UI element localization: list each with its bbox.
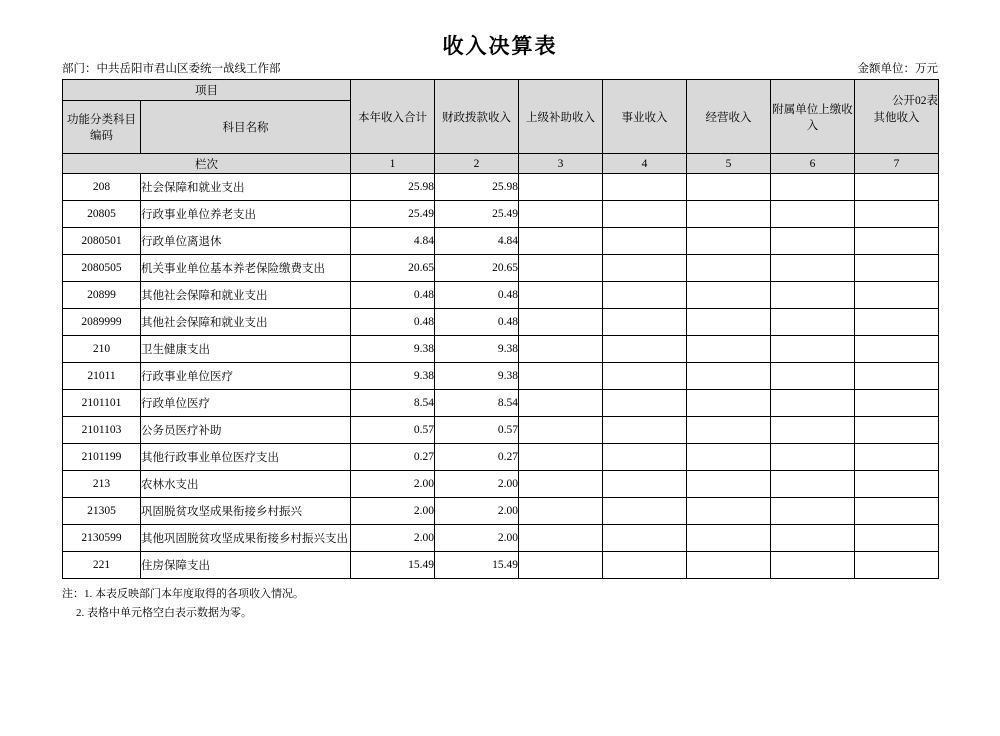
cell-affiliated [771, 336, 855, 363]
cell-code: 20805 [63, 201, 141, 228]
header-affiliated-unit-payment-income: 附属单位上缴收入 [771, 80, 855, 154]
cell-subsidy [519, 471, 603, 498]
income-final-accounts-table [62, 79, 939, 579]
table-notes [62, 585, 938, 622]
cell-total: 0.27 [351, 444, 435, 471]
column-number-5: 5 [687, 154, 771, 174]
cell-total: 8.54 [351, 390, 435, 417]
cell-affiliated [771, 201, 855, 228]
cell-institution [603, 255, 687, 282]
cell-fiscal: 0.27 [435, 444, 519, 471]
cell-operating [687, 525, 771, 552]
table-row [63, 309, 939, 336]
form-number: 公开02表 [892, 95, 938, 107]
cell-fiscal: 0.57 [435, 417, 519, 444]
cell-other [855, 444, 939, 471]
cell-subsidy [519, 282, 603, 309]
table-row [63, 255, 939, 282]
cell-name: 其他社会保障和就业支出 [141, 282, 351, 309]
cell-subsidy [519, 228, 603, 255]
cell-total: 0.48 [351, 282, 435, 309]
table-row [63, 363, 939, 390]
note-line-2: 2. 表格中单元格空白表示数据为零。 [76, 606, 252, 619]
header-institution-income: 事业收入 [603, 80, 687, 154]
cell-institution [603, 552, 687, 579]
cell-affiliated [771, 525, 855, 552]
cell-operating [687, 255, 771, 282]
cell-affiliated [771, 444, 855, 471]
cell-subsidy [519, 336, 603, 363]
cell-other [855, 498, 939, 525]
cell-name: 行政事业单位医疗 [141, 363, 351, 390]
cell-name: 公务员医疗补助 [141, 417, 351, 444]
table-row [63, 282, 939, 309]
cell-subsidy [519, 525, 603, 552]
cell-fiscal: 2.00 [435, 498, 519, 525]
cell-code: 2089999 [63, 309, 141, 336]
cell-fiscal: 9.38 [435, 336, 519, 363]
cell-code: 21305 [63, 498, 141, 525]
cell-institution [603, 228, 687, 255]
document-page [0, 30, 1000, 736]
cell-total: 15.49 [351, 552, 435, 579]
cell-operating [687, 282, 771, 309]
cell-other [855, 525, 939, 552]
cell-operating [687, 444, 771, 471]
cell-fiscal: 8.54 [435, 390, 519, 417]
cell-affiliated [771, 363, 855, 390]
cell-operating [687, 174, 771, 201]
cell-affiliated [771, 228, 855, 255]
cell-name: 巩固脱贫攻坚成果衔接乡村振兴 [141, 498, 351, 525]
table-row [63, 525, 939, 552]
table-row [63, 201, 939, 228]
document-meta [62, 60, 938, 76]
cell-code: 2080505 [63, 255, 141, 282]
cell-other [855, 417, 939, 444]
cell-total: 4.84 [351, 228, 435, 255]
cell-affiliated [771, 498, 855, 525]
table-row [63, 390, 939, 417]
cell-affiliated [771, 390, 855, 417]
cell-affiliated [771, 174, 855, 201]
cell-name: 农林水支出 [141, 471, 351, 498]
cell-subsidy [519, 174, 603, 201]
cell-code: 210 [63, 336, 141, 363]
cell-code: 21011 [63, 363, 141, 390]
cell-fiscal: 20.65 [435, 255, 519, 282]
cell-code: 2101199 [63, 444, 141, 471]
cell-operating [687, 471, 771, 498]
cell-fiscal: 4.84 [435, 228, 519, 255]
amount-unit-label: 金额单位：万元 [857, 63, 938, 75]
cell-institution [603, 174, 687, 201]
cell-operating [687, 390, 771, 417]
table-row [63, 174, 939, 201]
cell-affiliated [771, 309, 855, 336]
cell-total: 2.00 [351, 471, 435, 498]
cell-subsidy [519, 255, 603, 282]
cell-affiliated [771, 552, 855, 579]
cell-institution [603, 336, 687, 363]
cell-total: 9.38 [351, 336, 435, 363]
cell-other [855, 201, 939, 228]
header-other-income: 其他收入 [855, 80, 939, 154]
cell-total: 9.38 [351, 363, 435, 390]
cell-other [855, 228, 939, 255]
cell-name: 其他社会保障和就业支出 [141, 309, 351, 336]
cell-institution [603, 525, 687, 552]
cell-name: 住房保障支出 [141, 552, 351, 579]
cell-code: 213 [63, 471, 141, 498]
cell-total: 0.48 [351, 309, 435, 336]
column-number-7: 7 [855, 154, 939, 174]
cell-institution [603, 471, 687, 498]
cell-operating [687, 309, 771, 336]
cell-subsidy [519, 444, 603, 471]
cell-other [855, 255, 939, 282]
table-column-number-row [63, 154, 939, 174]
cell-fiscal: 0.48 [435, 309, 519, 336]
cell-name: 行政事业单位养老支出 [141, 201, 351, 228]
table-row [63, 471, 939, 498]
cell-affiliated [771, 417, 855, 444]
cell-operating [687, 552, 771, 579]
cell-name: 卫生健康支出 [141, 336, 351, 363]
cell-operating [687, 417, 771, 444]
header-total-income: 本年收入合计 [351, 80, 435, 154]
table-row [63, 552, 939, 579]
cell-other [855, 471, 939, 498]
note-line-1: 注：1. 本表反映部门本年度取得的各项收入情况。 [62, 588, 304, 600]
column-number-label: 栏次 [63, 154, 351, 174]
cell-total: 2.00 [351, 498, 435, 525]
cell-other [855, 309, 939, 336]
cell-other [855, 174, 939, 201]
cell-fiscal: 25.98 [435, 174, 519, 201]
table-body [63, 174, 939, 579]
cell-other [855, 363, 939, 390]
cell-operating [687, 228, 771, 255]
cell-operating [687, 336, 771, 363]
cell-code: 2130599 [63, 525, 141, 552]
table-row [63, 228, 939, 255]
cell-other [855, 552, 939, 579]
cell-operating [687, 498, 771, 525]
cell-institution [603, 390, 687, 417]
cell-total: 20.65 [351, 255, 435, 282]
cell-institution [603, 498, 687, 525]
header-subject-name: 科目名称 [141, 101, 351, 154]
cell-fiscal: 25.49 [435, 201, 519, 228]
cell-name: 机关事业单位基本养老保险缴费支出 [141, 255, 351, 282]
page-title: 收入决算表 [442, 34, 558, 58]
column-number-2: 2 [435, 154, 519, 174]
cell-subsidy [519, 390, 603, 417]
cell-code: 221 [63, 552, 141, 579]
department-label: 部门：中共岳阳市君山区委统一战线工作部 [62, 63, 281, 75]
table-header-group-row [63, 80, 939, 101]
cell-name: 行政单位医疗 [141, 390, 351, 417]
column-number-6: 6 [771, 154, 855, 174]
cell-code: 208 [63, 174, 141, 201]
cell-subsidy [519, 552, 603, 579]
cell-code: 20899 [63, 282, 141, 309]
cell-affiliated [771, 282, 855, 309]
header-fiscal-appropriation-income: 财政拨款收入 [435, 80, 519, 154]
cell-code: 2101101 [63, 390, 141, 417]
cell-subsidy [519, 201, 603, 228]
cell-fiscal: 0.48 [435, 282, 519, 309]
cell-subsidy [519, 309, 603, 336]
header-group-item: 项目 [63, 80, 351, 101]
header-function-code: 功能分类科目编码 [63, 101, 141, 154]
table-row [63, 498, 939, 525]
cell-institution [603, 444, 687, 471]
cell-operating [687, 363, 771, 390]
cell-code: 2080501 [63, 228, 141, 255]
cell-total: 2.00 [351, 525, 435, 552]
cell-affiliated [771, 255, 855, 282]
header-superior-subsidy-income: 上级补助收入 [519, 80, 603, 154]
cell-institution [603, 201, 687, 228]
cell-name: 其他行政事业单位医疗支出 [141, 444, 351, 471]
table-row [63, 336, 939, 363]
cell-institution [603, 363, 687, 390]
cell-total: 0.57 [351, 417, 435, 444]
cell-total: 25.49 [351, 201, 435, 228]
column-number-1: 1 [351, 154, 435, 174]
cell-name: 社会保障和就业支出 [141, 174, 351, 201]
column-number-4: 4 [603, 154, 687, 174]
table-row [63, 444, 939, 471]
cell-subsidy [519, 417, 603, 444]
cell-fiscal: 9.38 [435, 363, 519, 390]
cell-total: 25.98 [351, 174, 435, 201]
cell-fiscal: 2.00 [435, 471, 519, 498]
cell-name: 行政单位离退休 [141, 228, 351, 255]
cell-other [855, 390, 939, 417]
cell-name: 其他巩固脱贫攻坚成果衔接乡村振兴支出 [141, 525, 351, 552]
cell-other [855, 282, 939, 309]
cell-fiscal: 2.00 [435, 525, 519, 552]
table-row [63, 417, 939, 444]
cell-affiliated [771, 471, 855, 498]
header-operating-income: 经营收入 [687, 80, 771, 154]
cell-code: 2101103 [63, 417, 141, 444]
cell-operating [687, 201, 771, 228]
cell-institution [603, 417, 687, 444]
cell-subsidy [519, 498, 603, 525]
cell-institution [603, 282, 687, 309]
cell-fiscal: 15.49 [435, 552, 519, 579]
column-number-3: 3 [519, 154, 603, 174]
cell-institution [603, 309, 687, 336]
cell-subsidy [519, 363, 603, 390]
cell-other [855, 336, 939, 363]
